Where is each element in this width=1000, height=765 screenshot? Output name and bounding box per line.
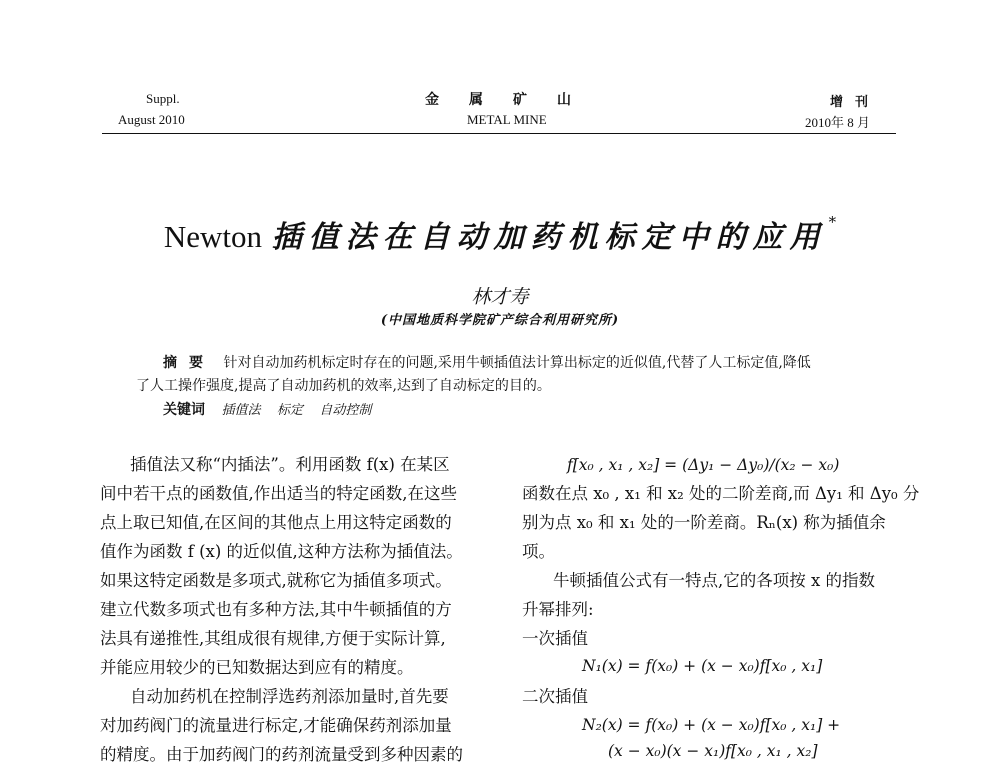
keywords-label: 关键词 xyxy=(163,402,205,418)
body-left-line: 点上取已知值,在区间的其他点上用这特定函数的 xyxy=(100,513,452,532)
body-left-line: 如果这特定函数是多项式,就称它为插值多项式。 xyxy=(100,571,452,590)
abstract-line-2: 了人工操作强度,提高了自动加药机的效率,达到了自动标定的目的。 xyxy=(136,378,551,394)
body-left-line: 间中若干点的函数值,作出适当的特定函数,在这些 xyxy=(100,484,457,503)
body-right-line: 牛顿插值公式有一特点,它的各项按 x 的指数 xyxy=(553,571,876,590)
abstract-label: 摘要 xyxy=(163,355,215,371)
header-journal-en: METAL MINE xyxy=(467,112,547,127)
article-title xyxy=(0,212,1000,256)
article-title-en: Newton xyxy=(163,219,263,254)
label-linear-interpolation: 一次插值 xyxy=(522,629,588,648)
body-right-line: 升幂排列: xyxy=(522,600,594,619)
formula-linear-interpolation: N₁(x) = f(x₀) + (x − x₀)f[x₀ , x₁] xyxy=(582,657,823,675)
body-right-line: 函数在点 x₀ , x₁ 和 x₂ 处的二阶差商,而 Δy₁ 和 Δy₀ 分 xyxy=(522,484,920,503)
abstract-text-1: 针对自动加药机标定时存在的问题,采用牛顿插值法计算出标定的近似值,代替了人工标定值,降低 xyxy=(223,355,811,371)
keywords-line xyxy=(163,399,383,419)
formula-quadratic-part-2: (x − x₀)(x − x₁)f[x₀ , x₁ , x₂] xyxy=(608,742,818,760)
body-left-line: 插值法又称“内插法”。利用函数 f(x) 在某区 xyxy=(130,455,450,474)
body-right-line: 别为点 x₀ 和 x₁ 处的一阶差商。Rₙ(x) 称为插值余 xyxy=(522,513,886,532)
body-left-line: 自动加药机在控制浮选药剂添加量时,首先要 xyxy=(130,687,449,706)
header-date-en: August 2010 xyxy=(118,112,185,127)
abstract-line-1 xyxy=(163,352,811,372)
body-left-line: 值作为函数 f (x) 的近似值,这种方法称为插值法。 xyxy=(100,542,463,561)
article-author: 林才寿 xyxy=(471,286,529,308)
header-suppl: Suppl. xyxy=(146,91,180,106)
body-right-line: 项。 xyxy=(522,542,555,561)
body-left-line: 法具有递推性,其组成很有规律,方便于实际计算, xyxy=(100,629,446,648)
title-footnote-mark: * xyxy=(828,213,837,231)
body-left-line: 的精度。由于加药阀门的药剂流量受到多种因素的 xyxy=(100,745,463,764)
body-left-line: 对加药阀门的流量进行标定,才能确保药剂添加量 xyxy=(100,716,452,735)
article-title-cn: 插值法在自动加药机标定中的应用 xyxy=(271,220,827,255)
article-affiliation: (中国地质科学院矿产综合利用研究所) xyxy=(380,313,620,328)
label-quadratic-interpolation: 二次插值 xyxy=(522,687,588,706)
body-left-line: 建立代数多项式也有多种方法,其中牛顿插值的方 xyxy=(100,600,452,619)
keyword-item: 插值法 xyxy=(221,403,261,418)
formula-second-divided-difference: f[x₀ , x₁ , x₂] = (Δy₁ − Δy₀)/(x₂ − x₀) xyxy=(567,456,840,474)
header-date-cn: 2010年 8 月 xyxy=(805,115,871,130)
formula-quadratic-part-1: N₂(x) = f(x₀) + (x − x₀)f[x₀ , x₁] + xyxy=(582,716,841,734)
header-issue-cn: 增刊 xyxy=(830,94,881,109)
body-left-line: 并能应用较少的已知数据达到应有的精度。 xyxy=(100,658,414,677)
header-journal-cn: 金属矿山 xyxy=(425,93,601,108)
header-rule xyxy=(102,133,896,134)
keyword-item: 自动控制 xyxy=(319,403,372,418)
keyword-item: 标定 xyxy=(276,403,303,418)
